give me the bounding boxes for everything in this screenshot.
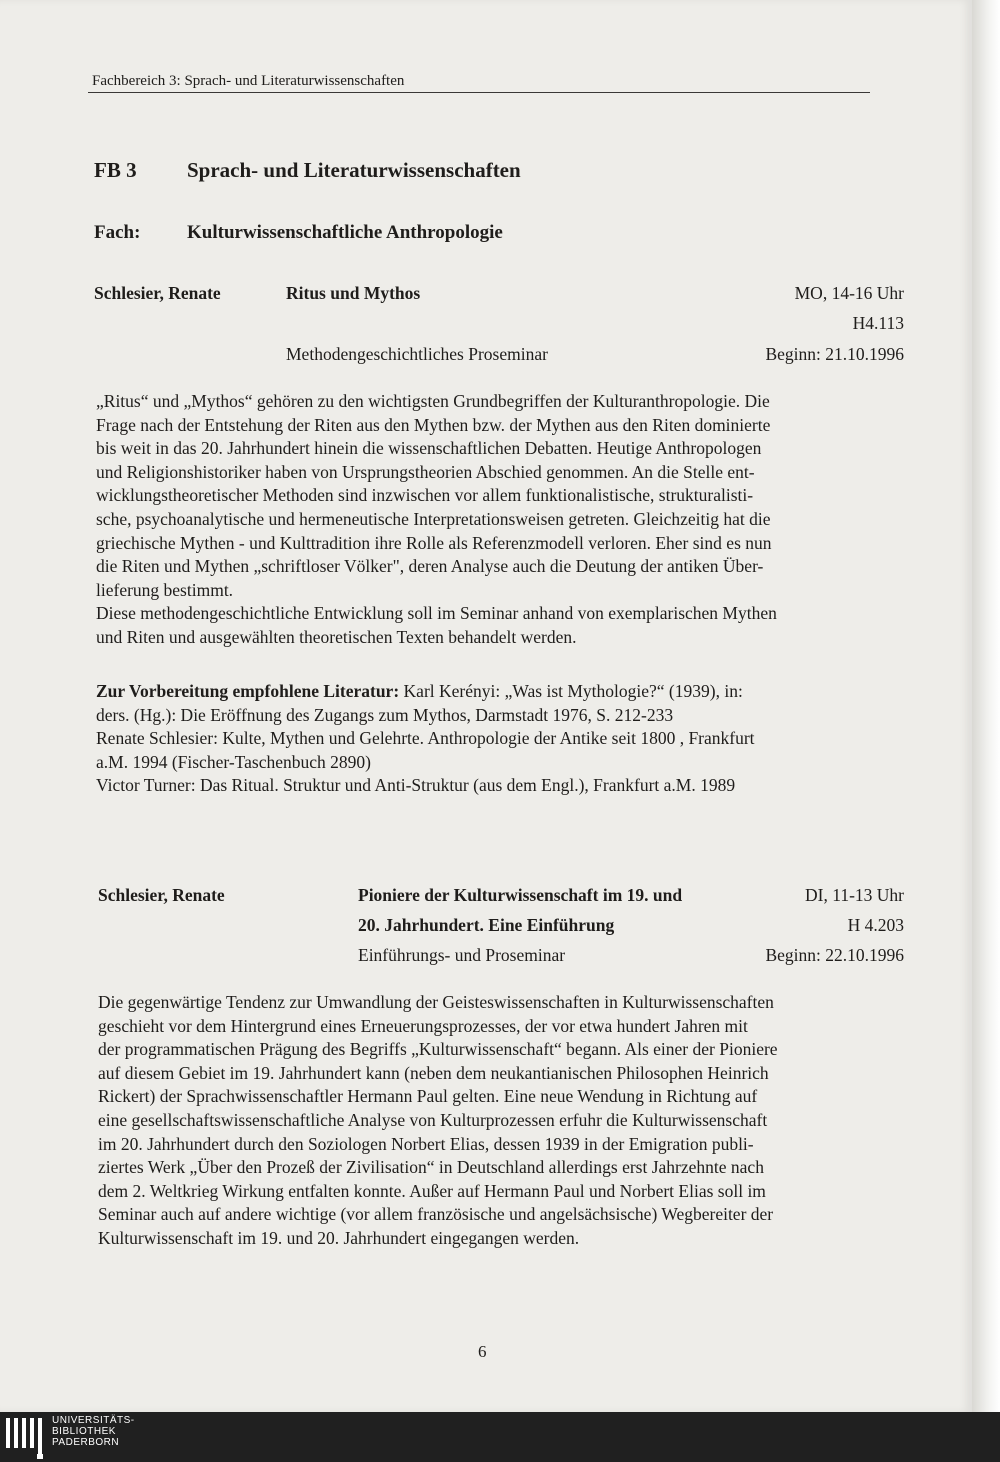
library-name-line: BIBLIOTHEK [52,1426,116,1437]
literature-entry: Karl Kerényi: „Was ist Mythologie?“ (1939), in: [403,681,743,701]
description-line: Rickert) der Sprachwissenschaftler Hermann Paul gelten. Eine neue Wendung in Richtung auf [98,1086,758,1107]
literature-label: Zur Vorbereitung empfohlene Literatur: [96,681,400,701]
course-2-title-line-2: 20. Jahrhundert. Eine Einführung [358,915,615,935]
description-line: Frage nach der Entstehung der Riten aus den Mythen bzw. der Mythen aus den Riten dominierte [96,414,771,435]
course-2-time: DI, 11-13 Uhr [805,885,904,905]
course-1-title: Ritus und Mythos [286,283,421,303]
library-logo-icon [4,1416,44,1460]
course-1-time: MO, 14-16 Uhr [794,283,904,303]
library-name [52,1415,135,1448]
header-rule [88,92,870,93]
section-code: FB 3 [94,158,137,182]
course-1-start: Beginn: 21.10.1996 [765,344,904,364]
subject-name: Kulturwissenschaftliche Anthropologie [187,222,503,243]
course-2-lecturer: Schlesier, Renate [98,885,225,905]
description-line: lieferung bestimmt. [96,579,234,600]
description-line: ziertes Werk „Über den Prozeß der Zivilisation“ in Deutschland allerdings erst Jahrzehnte nach [98,1157,764,1178]
literature-entry: ders. (Hg.): Die Eröffnung des Zugangs zum Mythos, Darmstadt 1976, S. 212-233 [96,704,674,725]
section-title: Sprach- und Literaturwissenschaften [187,158,521,182]
subject-label: Fach: [94,222,141,243]
description-line: sche, psychoanalytische und hermeneutische Interpretationsweisen getreten. Gleichzeitig hat die [96,508,771,529]
description-line: Die gegenwärtige Tendenz zur Umwandlung der Geisteswissenschaften in Kulturwissenschaften [98,992,774,1012]
description-line: griechische Mythen - und Kulttradition ihre Rolle als Referenzmodell verloren. Eher sind es nun [96,532,772,553]
description-line: und Riten und ausgewählten theoretischen Texten behandelt werden. [96,626,577,647]
course-2-start: Beginn: 22.10.1996 [765,945,904,965]
course-2-room: H 4.203 [847,915,904,935]
page-edge [972,0,1000,1412]
description-line: „Ritus“ und „Mythos“ gehören zu den wichtigsten Grundbegriffen der Kulturanthropologie. Die [96,391,770,411]
description-line: Diese methodengeschichtliche Entwicklung soll im Seminar anhand von exemplarischen Mythen [96,603,777,624]
course-1-lecturer: Schlesier, Renate [94,283,221,303]
course-2-description [98,991,868,1251]
description-line: im 20. Jahrhundert durch den Soziologen Norbert Elias, dessen 1939 in der Emigration publi- [98,1133,754,1154]
literature-entry: Renate Schlesier: Kulte, Mythen und Gelehrte. Anthropologie der Antike seit 1800 , Frankfurt [96,728,755,749]
running-head: Fachbereich 3: Sprach- und Literaturwissenschaften [92,73,405,89]
description-line: geschieht vor dem Hintergrund eines Erneuerungsprozesses, der vor etwa hundert Jahren mit [98,1015,748,1036]
course-1-literature [96,680,870,798]
course-1-room: H4.113 [852,313,904,333]
description-line: Seminar auch auf andere wichtige (vor allem französische und angelsächsische) Wegbereiter der [98,1204,774,1225]
literature-entry: Victor Turner: Das Ritual. Struktur und Anti-Struktur (aus dem Engl.), Frankfurt a.M. 1989 [96,775,736,796]
page-number: 6 [478,1342,487,1361]
description-line: dem 2. Weltkrieg Wirkung entfalten konnte. Außer auf Hermann Paul und Norbert Elias soll im [98,1180,766,1201]
literature-line-first [96,680,870,704]
literature-entry: a.M. 1994 (Fischer-Taschenbuch 2890) [96,751,371,772]
course-2-title-line-1: Pioniere der Kulturwissenschaft im 19. und [358,885,683,905]
description-line: wicklungstheoretischer Methoden sind inzwischen vor allem funktionalistische, strukturalisti- [96,485,754,506]
library-footer-bar [0,1412,1000,1462]
library-name-line: PADERBORN [52,1437,120,1448]
description-line: der programmatischen Prägung des Begriffs „Kulturwissenschaft“ begann. Als einer der Pioniere [98,1039,778,1060]
description-line: Kulturwissenschaft im 19. und 20. Jahrhundert eingegangen werden. [98,1227,580,1248]
description-line: eine gesellschaftswissenschaftliche Analyse von Kulturprozessen erfuhr die Kulturwissenschaft [98,1109,768,1130]
description-line: die Riten und Mythen „schriftloser Völker", deren Analyse auch die Deutung der antiken Über- [96,556,764,577]
course-2-type: Einführungs- und Proseminar [358,945,566,965]
description-line: und Religionshistoriker haben von Ursprungstheorien Abschied genommen. An die Stelle ent- [96,461,755,482]
course-1-type: Methodengeschichtliches Proseminar [286,344,548,364]
description-line: bis weit in das 20. Jahrhundert hinein die wissenschaftlichen Debatten. Heutige Anthropologen [96,438,762,459]
library-name-line: UNIVERSITÄTS- [52,1415,135,1426]
description-line: auf diesem Gebiet im 19. Jahrhundert kann (neben dem neukantianischen Philosophen Heinrich [98,1062,769,1083]
course-1-description [96,390,870,650]
